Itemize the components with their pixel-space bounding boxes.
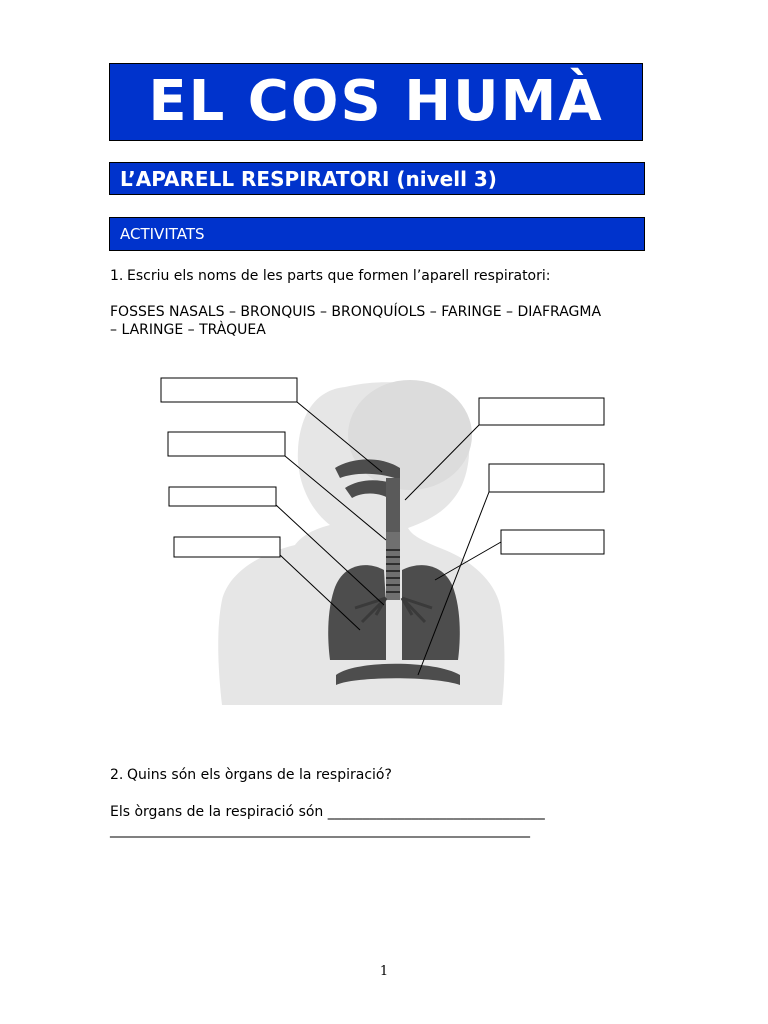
- label-box-1[interactable]: [161, 378, 297, 402]
- question-1-prompt: Escriu els noms de les parts que formen l’aparell respiratori:: [127, 268, 551, 284]
- section-banner: [109, 217, 645, 251]
- label-box-3[interactable]: [169, 487, 276, 506]
- label-box-6[interactable]: [489, 464, 604, 492]
- title-banner: [109, 63, 643, 141]
- page-number: 1: [379, 964, 389, 979]
- question-1-number: 1.: [110, 268, 124, 284]
- trachea: [386, 532, 400, 600]
- word-bank-line-1: FOSSES NASALS – BRONQUIS – BRONQUÍOLS – FARINGE – DIAFRAGMA: [110, 304, 602, 320]
- word-bank-line-2: – LARINGE – TRÀQUEA: [110, 322, 266, 338]
- section-heading: ACTIVITATS: [120, 225, 205, 243]
- label-box-7[interactable]: [501, 530, 604, 554]
- page-title: EL COS HUMÀ: [148, 69, 604, 134]
- respiratory-system-diagram: [150, 360, 620, 745]
- question-2-prompt: Quins són els òrgans de la respiració?: [127, 767, 392, 783]
- page-subtitle: L’APARELL RESPIRATORI (nivell 3): [120, 166, 497, 191]
- question-2: [110, 767, 392, 784]
- answer-line-1[interactable]: Els òrgans de la respiració són _______________________________: [110, 804, 545, 820]
- label-box-4[interactable]: [174, 537, 280, 557]
- label-box-2[interactable]: [168, 432, 285, 456]
- question-1: [110, 268, 551, 285]
- subtitle-banner: [109, 162, 645, 195]
- answer-line-2[interactable]: ____________________________________________________________: [110, 822, 530, 838]
- label-box-5[interactable]: [479, 398, 604, 425]
- question-2-number: 2.: [110, 767, 124, 783]
